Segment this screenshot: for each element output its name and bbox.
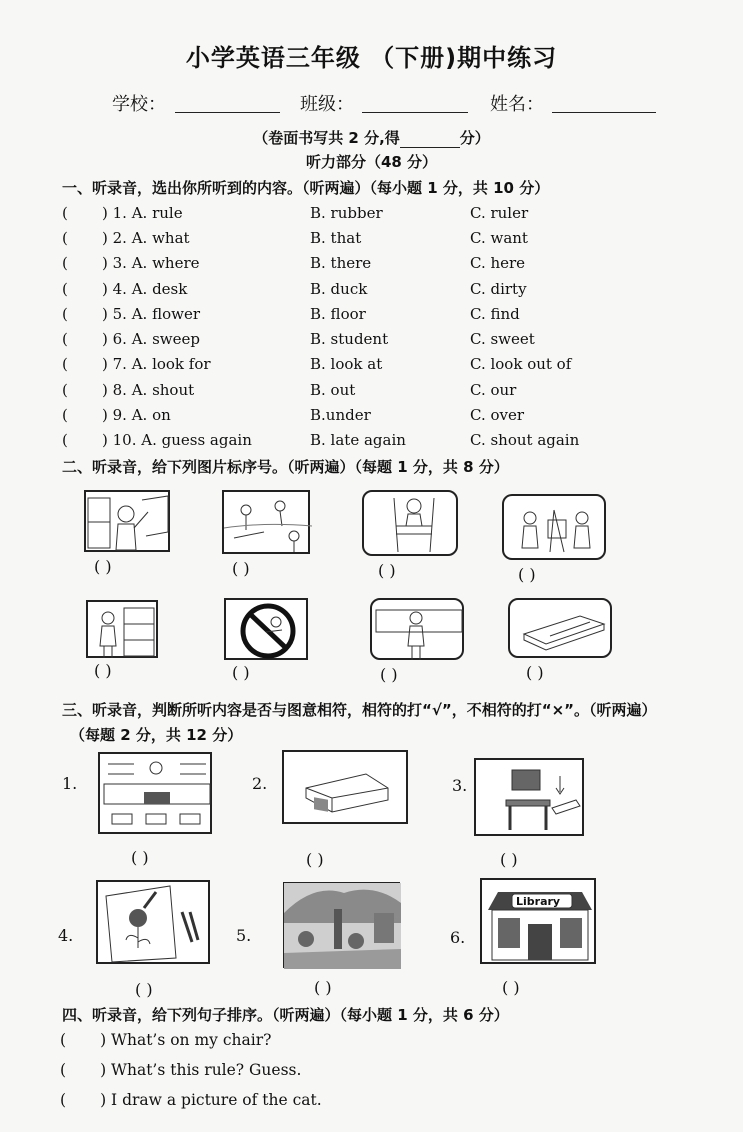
- section4-sentence-2: ( ) What’s this rule? Guess.: [60, 1061, 302, 1079]
- option-a: ) 4. A. desk: [102, 280, 188, 298]
- picture-library-building: [480, 878, 596, 964]
- section1-answer-paren[interactable]: (: [62, 229, 68, 247]
- school-blank[interactable]: [175, 94, 280, 113]
- section1-item: [62, 330, 702, 352]
- section1-answer-paren[interactable]: (: [62, 431, 68, 449]
- section3-answer-6[interactable]: ( ): [502, 978, 520, 997]
- section3-answer-3[interactable]: ( ): [500, 850, 518, 869]
- picture-classroom: [98, 752, 212, 834]
- picture-bookshelf-girl: [86, 600, 158, 658]
- option-b: B. out: [310, 381, 356, 399]
- section2-answer-1[interactable]: ( ): [94, 557, 112, 576]
- picture-no-sign: [224, 598, 308, 660]
- option-b: B. that: [310, 229, 362, 247]
- picture-window-girl: [84, 490, 170, 552]
- section1-item: [62, 431, 702, 453]
- picture-drawing-easel: [502, 494, 606, 560]
- handwriting-note-suffix: 分）: [459, 129, 490, 147]
- section1-answer-paren[interactable]: (: [62, 204, 68, 222]
- picture-boy-window: [370, 598, 464, 660]
- option-b: B. student: [310, 330, 389, 348]
- section1-item: [62, 355, 702, 377]
- section1-answer-paren[interactable]: (: [62, 280, 68, 298]
- picture-flower-drawing: [96, 880, 210, 964]
- option-a: ) 9. A. on: [102, 406, 171, 424]
- section3-heading-line1: 三、听录音，判断所听内容是否与图意相符，相符的打“√”，不相符的打“×”。（听两遍）: [62, 701, 657, 719]
- section1-item: [62, 406, 702, 428]
- section3-number-2: 2.: [252, 774, 268, 793]
- section1-answer-paren[interactable]: (: [62, 330, 68, 348]
- option-c: C. shout again: [470, 431, 580, 449]
- option-c: C. ruler: [470, 204, 529, 222]
- class-label: 班级：: [300, 94, 354, 115]
- library-sign-text: Library: [516, 895, 561, 908]
- option-b: B. there: [310, 254, 372, 272]
- option-a: ) 2. A. what: [102, 229, 190, 247]
- section3-answer-1[interactable]: ( ): [131, 848, 149, 867]
- page-title: 小学英语三年级 （下册)期中练习: [185, 44, 558, 72]
- picture-playground-kids: [222, 490, 310, 554]
- section3-number-1: 1.: [62, 774, 78, 793]
- section1-item: [62, 204, 702, 226]
- section2-heading: 二、听录音，给下列图片标序号。（听两遍）（每题 1 分，共 8 分）: [62, 458, 509, 476]
- section3-answer-2[interactable]: ( ): [306, 850, 324, 869]
- section4-sentence-1: ( ) What’s on my chair?: [60, 1031, 272, 1049]
- section2-answer-3[interactable]: ( ): [378, 561, 396, 580]
- section1-heading: 一、听录音，选出你所听到的内容。（听两遍）（每小题 1 分，共 10 分）: [62, 179, 550, 197]
- option-b: B. duck: [310, 280, 368, 298]
- option-c: C. find: [470, 305, 520, 323]
- section1-answer-paren[interactable]: (: [62, 305, 68, 323]
- section1-item: [62, 381, 702, 403]
- section1-item: [62, 254, 702, 276]
- section3-number-3: 3.: [452, 776, 468, 795]
- option-b: B. floor: [310, 305, 366, 323]
- picture-street-scene: [283, 882, 400, 968]
- section1-answer-paren[interactable]: (: [62, 355, 68, 373]
- option-a: ) 1. A. rule: [102, 204, 183, 222]
- option-c: C. sweet: [470, 330, 535, 348]
- picture-chair: [474, 758, 584, 836]
- section3-heading-line2: （每题 2 分，共 12 分）: [70, 726, 243, 744]
- section2-answer-4[interactable]: ( ): [518, 565, 536, 584]
- option-b: B.under: [310, 406, 371, 424]
- option-c: C. look out of: [470, 355, 572, 373]
- option-a: ) 7. A. look for: [102, 355, 211, 373]
- section2-answer-2[interactable]: ( ): [232, 559, 250, 578]
- option-c: C. dirty: [470, 280, 527, 298]
- handwriting-note-prefix: （卷面书写共 2 分,得: [253, 129, 400, 147]
- section4-heading: 四、听录音，给下列句子排序。（听两遍）（每小题 1 分，共 6 分）: [62, 1006, 509, 1024]
- section1-item: [62, 280, 702, 302]
- handwriting-note: [0, 127, 743, 148]
- class-blank[interactable]: [362, 94, 468, 113]
- section2-answer-5[interactable]: ( ): [94, 661, 112, 680]
- section1-item: [62, 305, 702, 327]
- section2-answer-7[interactable]: ( ): [380, 665, 398, 684]
- section1-answer-paren[interactable]: (: [62, 406, 68, 424]
- option-c: C. here: [470, 254, 526, 272]
- option-a: ) 10. A. guess again: [102, 431, 252, 449]
- option-c: C. our: [470, 381, 517, 399]
- option-a: ) 6. A. sweep: [102, 330, 200, 348]
- name-label: 姓名：: [490, 94, 544, 115]
- section2-answer-6[interactable]: ( ): [232, 663, 250, 682]
- picture-eraser: [282, 750, 408, 824]
- option-a: ) 8. A. shout: [102, 381, 195, 399]
- option-a: ) 3. A. where: [102, 254, 200, 272]
- option-b: B. look at: [310, 355, 383, 373]
- picture-chair-boy: [362, 490, 458, 556]
- section3-number-4: 4.: [58, 926, 74, 945]
- name-blank[interactable]: [552, 94, 656, 113]
- section3-answer-4[interactable]: ( ): [135, 980, 153, 999]
- section1-answer-paren[interactable]: (: [62, 254, 68, 272]
- option-c: C. over: [470, 406, 525, 424]
- option-c: C. want: [470, 229, 528, 247]
- section4-paren-3[interactable]: (: [60, 1091, 67, 1109]
- section4-sentence-3: ( ) I draw a picture of the cat.: [60, 1091, 322, 1109]
- option-b: B. rubber: [310, 204, 383, 222]
- section1-item: [62, 229, 702, 251]
- section2-answer-8[interactable]: ( ): [526, 663, 544, 682]
- section4-paren-1[interactable]: (: [60, 1031, 67, 1049]
- school-label: 学校：: [112, 94, 166, 115]
- section4-paren-2[interactable]: (: [60, 1061, 67, 1079]
- section1-answer-paren[interactable]: (: [62, 381, 68, 399]
- section3-number-5: 5.: [236, 926, 252, 945]
- option-b: B. late again: [310, 431, 406, 449]
- section3-answer-5[interactable]: ( ): [314, 978, 332, 997]
- handwriting-score-blank[interactable]: [400, 133, 460, 148]
- option-a: ) 5. A. flower: [102, 305, 200, 323]
- section3-number-6: 6.: [450, 928, 466, 947]
- listening-heading: 听力部分（48 分）: [305, 153, 438, 171]
- picture-pencil-box: [508, 598, 612, 658]
